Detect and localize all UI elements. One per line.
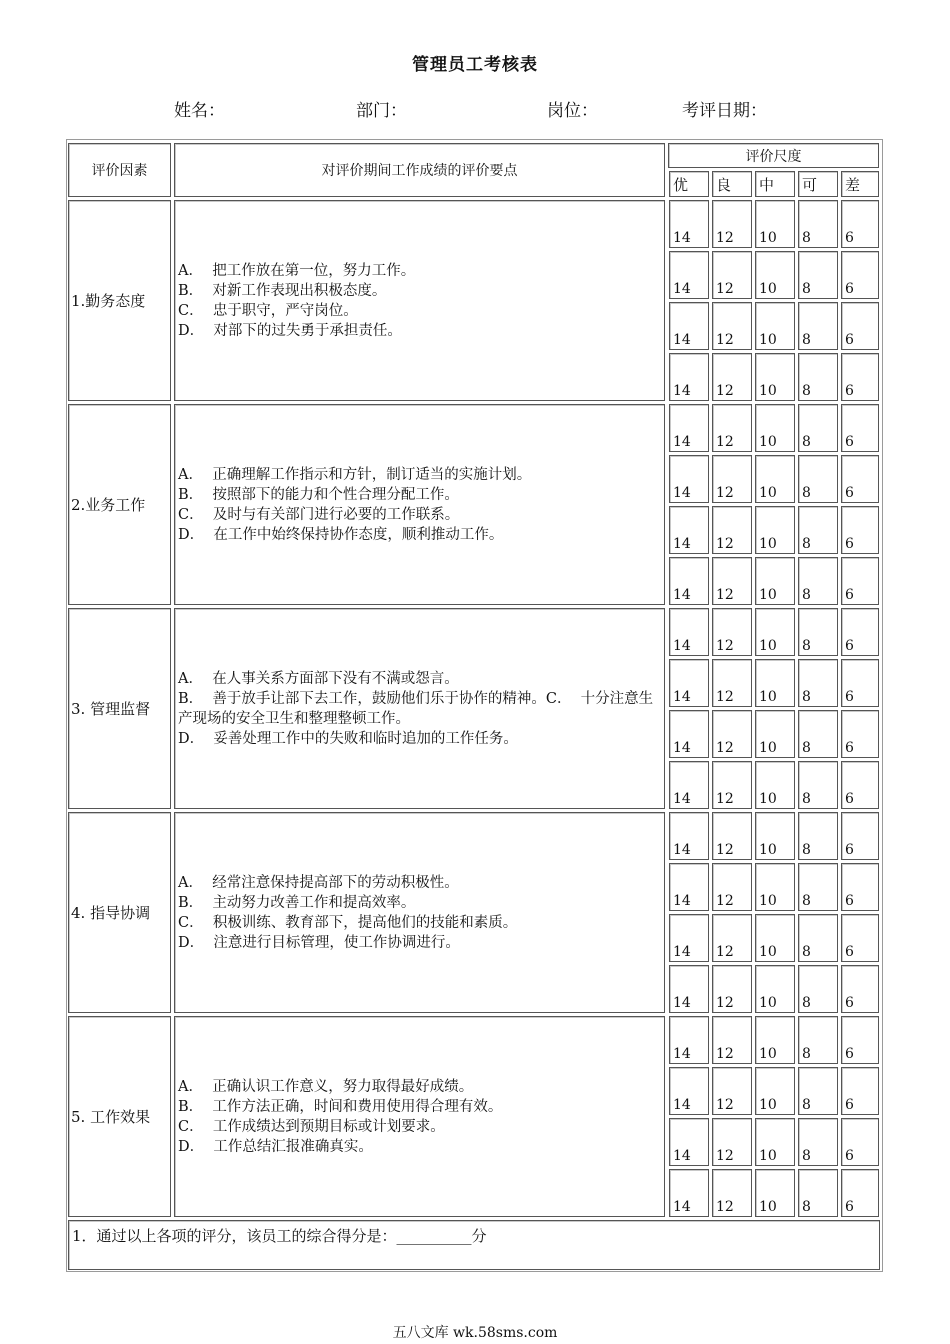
- score-cell: 6: [841, 761, 879, 809]
- score-cell: 8: [798, 200, 838, 248]
- score-cell: 12: [712, 1016, 752, 1064]
- score-cell: 10: [755, 965, 795, 1013]
- post-label: 岗位：: [547, 101, 598, 121]
- score-cell: 6: [841, 251, 879, 299]
- score-cell: 10: [755, 1016, 795, 1064]
- score-cell: 12: [712, 710, 752, 758]
- score-cell: 14: [669, 1118, 709, 1166]
- score-cell: 8: [798, 965, 838, 1013]
- evaluation-point: A． 正确认识工作意义，努力取得最好成绩。: [178, 1078, 474, 1095]
- header-factor: 评价因素: [68, 143, 171, 197]
- points-cell-3: [174, 608, 665, 809]
- score-cell: 12: [712, 200, 752, 248]
- score-cell: 8: [798, 863, 838, 911]
- score-cell: 8: [798, 608, 838, 656]
- score-cell: 8: [798, 914, 838, 962]
- score-cell: 10: [755, 914, 795, 962]
- score-cell: 12: [712, 863, 752, 911]
- score-cell: 14: [669, 557, 709, 605]
- score-cell: 8: [798, 404, 838, 452]
- score-cell: 6: [841, 455, 879, 503]
- score-cell: 8: [798, 1118, 838, 1166]
- score-cell: 12: [712, 506, 752, 554]
- score-cell: 6: [841, 557, 879, 605]
- score-cell: 10: [755, 1169, 795, 1217]
- page-title: 管理员工考核表: [412, 55, 538, 75]
- score-cell: 12: [712, 914, 752, 962]
- score-cell: 12: [712, 353, 752, 401]
- evaluation-point: C． 积极训练、教育部下，提高他们的技能和素质。: [178, 914, 518, 931]
- score-cell: 8: [798, 302, 838, 350]
- score-cell: 12: [712, 455, 752, 503]
- factor-cell-3: 3. 管理监督: [68, 608, 171, 809]
- score-cell: 14: [669, 863, 709, 911]
- score-cell: 6: [841, 1169, 879, 1217]
- score-cell: 10: [755, 1067, 795, 1115]
- score-cell: 12: [712, 557, 752, 605]
- score-cell: 12: [712, 812, 752, 860]
- score-cell: 12: [712, 302, 752, 350]
- score-cell: 6: [841, 302, 879, 350]
- score-cell: 10: [755, 608, 795, 656]
- factor-cell-5: 5. 工作效果: [68, 1016, 171, 1217]
- score-cell: 8: [798, 812, 838, 860]
- score-cell: 12: [712, 608, 752, 656]
- score-cell: 14: [669, 251, 709, 299]
- score-cell: 6: [841, 1067, 879, 1115]
- evaluation-point: C． 忠于职守，严守岗位。: [178, 302, 358, 319]
- score-cell: 6: [841, 1016, 879, 1064]
- score-cell: 14: [669, 914, 709, 962]
- evaluation-point: A． 把工作放在第一位，努力工作。: [178, 262, 416, 279]
- score-cell: 14: [669, 302, 709, 350]
- evaluation-point: B． 工作方法正确，时间和费用使用得合理有效。: [178, 1098, 503, 1115]
- score-cell: 10: [755, 455, 795, 503]
- score-cell: 14: [669, 710, 709, 758]
- score-cell: 6: [841, 659, 879, 707]
- total-score-row: [68, 1220, 880, 1270]
- score-cell: 14: [669, 965, 709, 1013]
- score-cell: 6: [841, 863, 879, 911]
- score-cell: 10: [755, 302, 795, 350]
- evaluation-point: D． 妥善处理工作中的失败和临时追加的工作任务。: [178, 730, 518, 747]
- score-cell: 10: [755, 710, 795, 758]
- evaluation-point: B． 对新工作表现出积极态度。: [178, 282, 387, 299]
- score-cell: 10: [755, 761, 795, 809]
- header-grade-2: 中: [755, 171, 795, 197]
- evaluation-point: C． 工作成绩达到预期目标或计划要求。: [178, 1118, 445, 1135]
- score-cell: 14: [669, 1016, 709, 1064]
- score-cell: 12: [712, 965, 752, 1013]
- score-cell: 6: [841, 353, 879, 401]
- score-cell: 6: [841, 200, 879, 248]
- footer-watermark: 五八文库 wk.58sms.com: [392, 1325, 558, 1341]
- score-cell: 6: [841, 812, 879, 860]
- date-label: 考评日期：: [682, 101, 767, 121]
- score-cell: 6: [841, 965, 879, 1013]
- score-cell: 10: [755, 506, 795, 554]
- score-cell: 14: [669, 659, 709, 707]
- score-cell: 10: [755, 863, 795, 911]
- score-cell: 12: [712, 761, 752, 809]
- score-cell: 6: [841, 506, 879, 554]
- header-scale: 评价尺度: [668, 143, 879, 168]
- score-cell: 10: [755, 659, 795, 707]
- points-cell-1: [174, 200, 665, 401]
- header-grade-3: 可: [798, 171, 838, 197]
- score-cell: 6: [841, 710, 879, 758]
- score-cell: 6: [841, 404, 879, 452]
- header-grade-4: 差: [841, 171, 879, 197]
- score-cell: 8: [798, 455, 838, 503]
- score-cell: 14: [669, 404, 709, 452]
- score-cell: 8: [798, 251, 838, 299]
- evaluation-point: B． 善于放手让部下去工作，鼓励他们乐于协作的精神。C． 十分注意生产现场的安全卫生和整理整顿工作。: [178, 690, 654, 727]
- score-cell: 10: [755, 1118, 795, 1166]
- score-cell: 14: [669, 608, 709, 656]
- score-cell: 6: [841, 914, 879, 962]
- employee-info-row: [0, 96, 950, 120]
- dept-label: 部门：: [356, 101, 407, 121]
- evaluation-point: B． 按照部下的能力和个性合理分配工作。: [178, 486, 459, 503]
- score-cell: 12: [712, 1169, 752, 1217]
- score-cell: 6: [841, 608, 879, 656]
- score-cell: 12: [712, 251, 752, 299]
- header-grade-0: 优: [669, 171, 709, 197]
- evaluation-point: D． 工作总结汇报准确真实。: [178, 1138, 373, 1155]
- score-cell: 14: [669, 506, 709, 554]
- points-cell-2: [174, 404, 665, 605]
- total-score-text: 1．通过以上各项的评分，该员工的综合得分是：__________分: [72, 1227, 487, 1245]
- score-cell: 14: [669, 200, 709, 248]
- score-cell: 14: [669, 812, 709, 860]
- header-grade-1: 良: [712, 171, 752, 197]
- score-cell: 14: [669, 455, 709, 503]
- score-cell: 8: [798, 353, 838, 401]
- score-cell: 12: [712, 1118, 752, 1166]
- score-cell: 10: [755, 200, 795, 248]
- evaluation-point: A． 在人事关系方面部下没有不满或怨言。: [178, 670, 459, 687]
- header-points: 对评价期间工作成绩的评价要点: [174, 143, 665, 197]
- score-cell: 14: [669, 1169, 709, 1217]
- score-cell: 8: [798, 557, 838, 605]
- evaluation-point: D． 对部下的过失勇于承担责任。: [178, 322, 402, 339]
- score-cell: 12: [712, 659, 752, 707]
- score-cell: 10: [755, 812, 795, 860]
- points-cell-4: [174, 812, 665, 1013]
- evaluation-point: A． 经常注意保持提高部下的劳动积极性。: [178, 874, 459, 891]
- evaluation-point: B． 主动努力改善工作和提高效率。: [178, 894, 416, 911]
- factor-cell-4: 4. 指导协调: [68, 812, 171, 1013]
- points-cell-5: [174, 1016, 665, 1217]
- score-cell: 14: [669, 761, 709, 809]
- factor-cell-1: 1.勤务态度: [68, 200, 171, 401]
- factor-cell-2: 2.业务工作: [68, 404, 171, 605]
- score-cell: 12: [712, 1067, 752, 1115]
- score-cell: 6: [841, 1118, 879, 1166]
- name-label: 姓名：: [174, 101, 225, 121]
- score-cell: 10: [755, 557, 795, 605]
- evaluation-point: A． 正确理解工作指示和方针，制订适当的实施计划。: [178, 466, 532, 483]
- evaluation-point: D． 注意进行目标管理，使工作协调进行。: [178, 934, 460, 951]
- score-cell: 8: [798, 1067, 838, 1115]
- score-cell: 8: [798, 761, 838, 809]
- score-cell: 8: [798, 506, 838, 554]
- score-cell: 8: [798, 710, 838, 758]
- score-cell: 14: [669, 1067, 709, 1115]
- score-cell: 8: [798, 1016, 838, 1064]
- score-cell: 10: [755, 404, 795, 452]
- evaluation-point: D． 在工作中始终保持协作态度，顺利推动工作。: [178, 526, 504, 543]
- score-cell: 10: [755, 251, 795, 299]
- score-cell: 8: [798, 1169, 838, 1217]
- score-cell: 14: [669, 353, 709, 401]
- evaluation-point: C． 及时与有关部门进行必要的工作联系。: [178, 506, 460, 523]
- score-cell: 12: [712, 404, 752, 452]
- score-cell: 8: [798, 659, 838, 707]
- score-cell: 10: [755, 353, 795, 401]
